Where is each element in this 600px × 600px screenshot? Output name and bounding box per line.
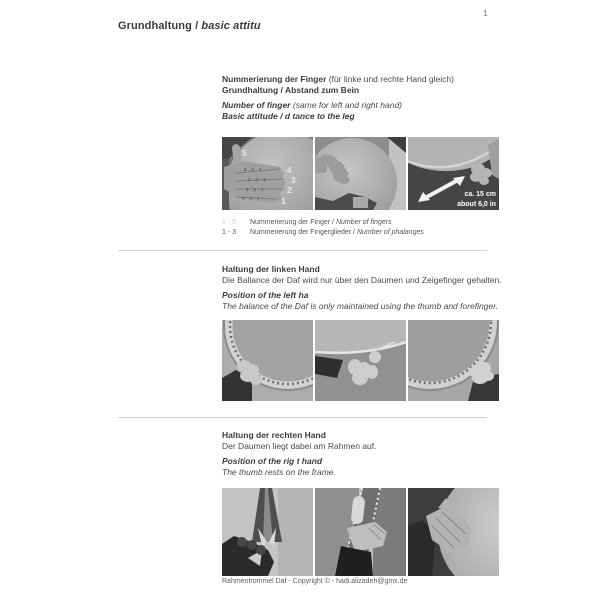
section1-heading-de-bold: Nummerierung der Finger bbox=[222, 74, 327, 84]
finger-label-2: 2 bbox=[287, 185, 292, 195]
photo-left-hand-balance-image bbox=[315, 320, 406, 401]
finger-label-3: 3 bbox=[291, 175, 296, 185]
photo-left-hand-balance bbox=[315, 320, 406, 401]
caption2-en: Number of phalanges bbox=[356, 228, 424, 236]
section2-body-de: Die Ballance der Daf wird nur über den Daumen und Zeigefinger gehalten. bbox=[222, 275, 502, 285]
phalange-digits-row2: 3 2 1 bbox=[246, 187, 266, 192]
photo-left-hand-grip-1-image bbox=[222, 320, 313, 401]
photo-left-hand-grip-2 bbox=[408, 320, 499, 401]
photo-basic-attitude bbox=[315, 137, 406, 210]
section-left-hand bbox=[222, 264, 502, 312]
photo-distance-to-leg bbox=[408, 137, 499, 210]
photo-distance-to-leg-image bbox=[408, 137, 499, 210]
photo-right-hand-edge-image bbox=[222, 488, 313, 576]
section-finger-numbering bbox=[222, 74, 502, 122]
section-divider-1 bbox=[118, 250, 487, 251]
caption1-key: 1 - 5 bbox=[222, 219, 237, 226]
photo-left-hand-grip-2-image bbox=[408, 320, 499, 401]
finger-label-5: 5 bbox=[242, 148, 247, 158]
section1-heading-en-note: (same for left and right hand) bbox=[292, 100, 402, 110]
page-title bbox=[118, 20, 261, 32]
phalange-digits-row1: 3 2 1 bbox=[242, 196, 262, 201]
section2-body-en: The balance of the Daf is only maintained using the thumb and forefinger. bbox=[222, 301, 499, 311]
section1-heading-en bbox=[222, 100, 502, 111]
page-title-de: Grundhaltung / bbox=[118, 20, 199, 32]
finger-label-1: 1 bbox=[281, 196, 286, 206]
section3-heading-de: Haltung der rechten Hand bbox=[222, 430, 326, 440]
photo-captions bbox=[222, 218, 424, 237]
phalange-digits-row3: 3 2 1 bbox=[248, 177, 268, 182]
photo-right-hand-thumb-rim-image bbox=[315, 488, 406, 576]
photo-right-hand-flat bbox=[408, 488, 499, 576]
measure-label-cm: ca. 15 cm bbox=[464, 191, 496, 198]
photo-left-hand-grip-1 bbox=[222, 320, 313, 401]
section-divider-2 bbox=[118, 417, 487, 418]
section1-heading-de bbox=[222, 74, 502, 85]
photo-row-finger-numbering bbox=[222, 137, 499, 210]
photo-row-left-hand bbox=[222, 320, 499, 401]
section2-heading-de: Haltung der linken Hand bbox=[222, 264, 320, 274]
caption2-key: 1 - 3 bbox=[222, 228, 237, 236]
section2-heading-en: Position of the left ha bbox=[222, 290, 309, 300]
caption-number-of-phalanges bbox=[222, 228, 424, 238]
section1-heading-de-note: (für linke und rechte Hand gleich) bbox=[328, 74, 454, 84]
section3-heading-en: Position of the rig t hand bbox=[222, 456, 323, 466]
photo-row-right-hand bbox=[222, 488, 499, 576]
section1-heading-de-line2: Grundhaltung / Abstand zum Bein bbox=[222, 85, 360, 95]
page-number: 1 bbox=[483, 8, 488, 18]
photo-right-hand-edge bbox=[222, 488, 313, 576]
caption2-de: Nummerierung der Fingerglieder / bbox=[249, 228, 355, 236]
section1-heading-en-bold: Number of finger bbox=[222, 100, 291, 110]
photo-finger-numbers bbox=[222, 137, 313, 210]
page-title-en: basic attitu bbox=[201, 20, 261, 32]
phalange-digits-row4: 3 2 1 bbox=[244, 167, 264, 172]
photo-finger-numbers-image bbox=[222, 137, 313, 210]
footer-copyright: Rahmentrommel Daf - Copyright © - hadi.alizadeh@gmx.de bbox=[222, 578, 408, 585]
caption1-de: Nummerierung der Finger / bbox=[249, 219, 334, 226]
photo-right-hand-flat-image bbox=[408, 488, 499, 576]
measure-label-in: about 6,0 in bbox=[457, 201, 496, 208]
section3-body-de: Der Daumen liegt dabei am Rahmen auf. bbox=[222, 441, 377, 451]
section-right-hand bbox=[222, 430, 502, 478]
caption-number-of-fingers bbox=[222, 218, 424, 228]
caption1-en: Number of fingers bbox=[335, 219, 392, 226]
section3-body-en: The thumb rests on the frame. bbox=[222, 467, 336, 477]
finger-label-4: 4 bbox=[287, 165, 292, 175]
photo-basic-attitude-image bbox=[315, 137, 406, 210]
photo-right-hand-thumb-rim bbox=[315, 488, 406, 576]
section1-heading-en-line2: Basic attitude / d tance to the leg bbox=[222, 111, 355, 121]
